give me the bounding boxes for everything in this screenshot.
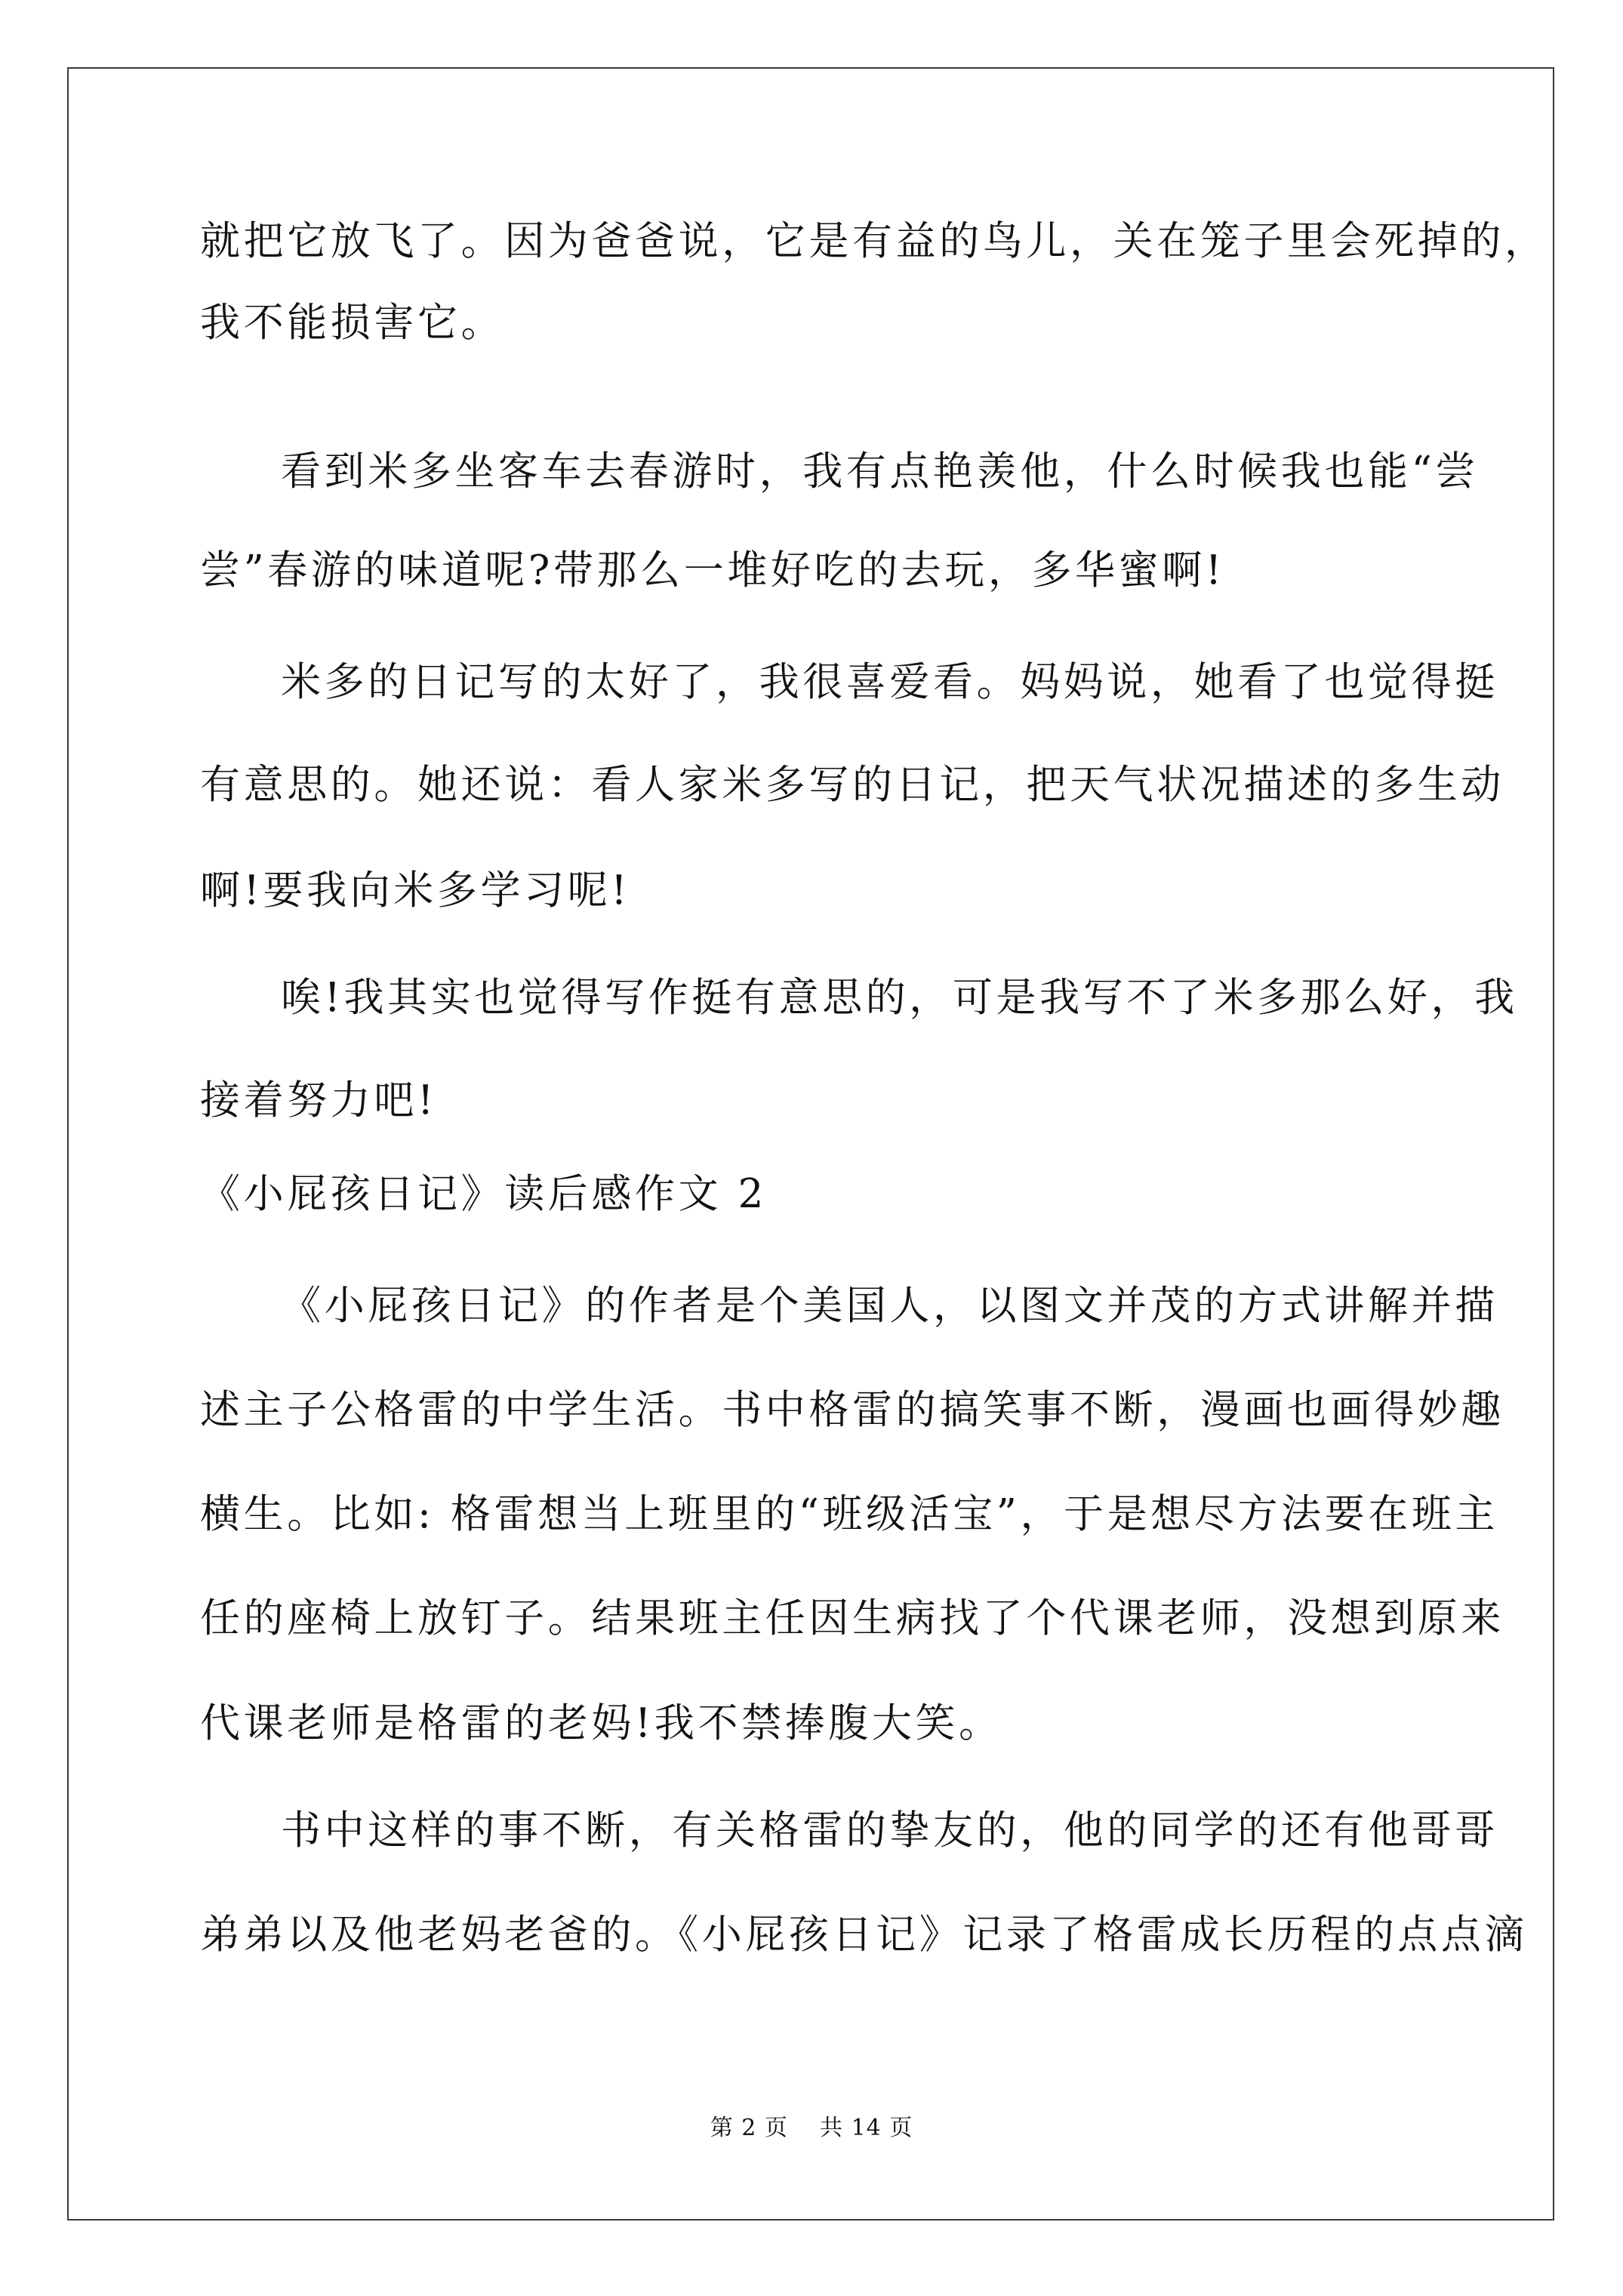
page-footer <box>0 2113 1623 2143</box>
page-border <box>67 67 1554 2220</box>
text-line: 有意思的。她还说：看人家米多写的日记，把天气状况描述的多生动 <box>200 762 1504 808</box>
text-line: 述主子公格雷的中学生活。书中格雷的搞笑事不断，漫画也画得妙趣 <box>200 1387 1504 1433</box>
text-line: 啊!要我向米多学习呢! <box>200 868 631 914</box>
paragraph-line: 看到米多坐客车去春游时，我有点艳羡他，什么时候我也能“尝 <box>281 448 1479 495</box>
paragraph-line: 米多的日记写的太好了，我很喜爱看。妈妈说，她看了也觉得挺 <box>281 659 1498 705</box>
text-line: 尝”春游的味道呢?带那么一堆好吃的去玩，多华蜜啊! <box>200 547 1225 593</box>
page-total: 共 14 页 <box>820 2115 913 2141</box>
text-line: 我不能损害它。 <box>200 300 505 346</box>
paragraph-line: 书中这样的事不断，有关格雷的挚友的，他的同学的还有他哥哥 <box>281 1808 1498 1854</box>
page-number: 第 2 页 <box>710 2115 788 2141</box>
text-line: 弟弟以及他老妈老爸的。《小屁孩日记》记录了格雷成长历程的点点滴 <box>200 1912 1529 1958</box>
text-line: 就把它放飞了。因为爸爸说，它是有益的鸟儿，关在笼子里会死掉的， <box>200 218 1548 264</box>
paragraph-line: 《小屁孩日记》的作者是个美国人，以图文并茂的方式讲解并描 <box>281 1283 1498 1329</box>
text-line: 接着努力吧! <box>200 1077 437 1123</box>
paragraph-line: 唉!我其实也觉得写作挺有意思的，可是我写不了米多那么好，我 <box>281 975 1518 1021</box>
text-line: 代课老师是格雷的老妈!我不禁捧腹大笑。 <box>200 1700 1002 1746</box>
text-line: 横生。比如: 格雷想当上班里的“班级活宝”，于是想尽方法要在班主 <box>200 1491 1499 1537</box>
section-heading: 《小屁孩日记》读后感作文 2 <box>200 1171 767 1217</box>
text-line: 任的座椅上放钉子。结果班主任因生病找了个代课老师，没想到原来 <box>200 1595 1504 1641</box>
